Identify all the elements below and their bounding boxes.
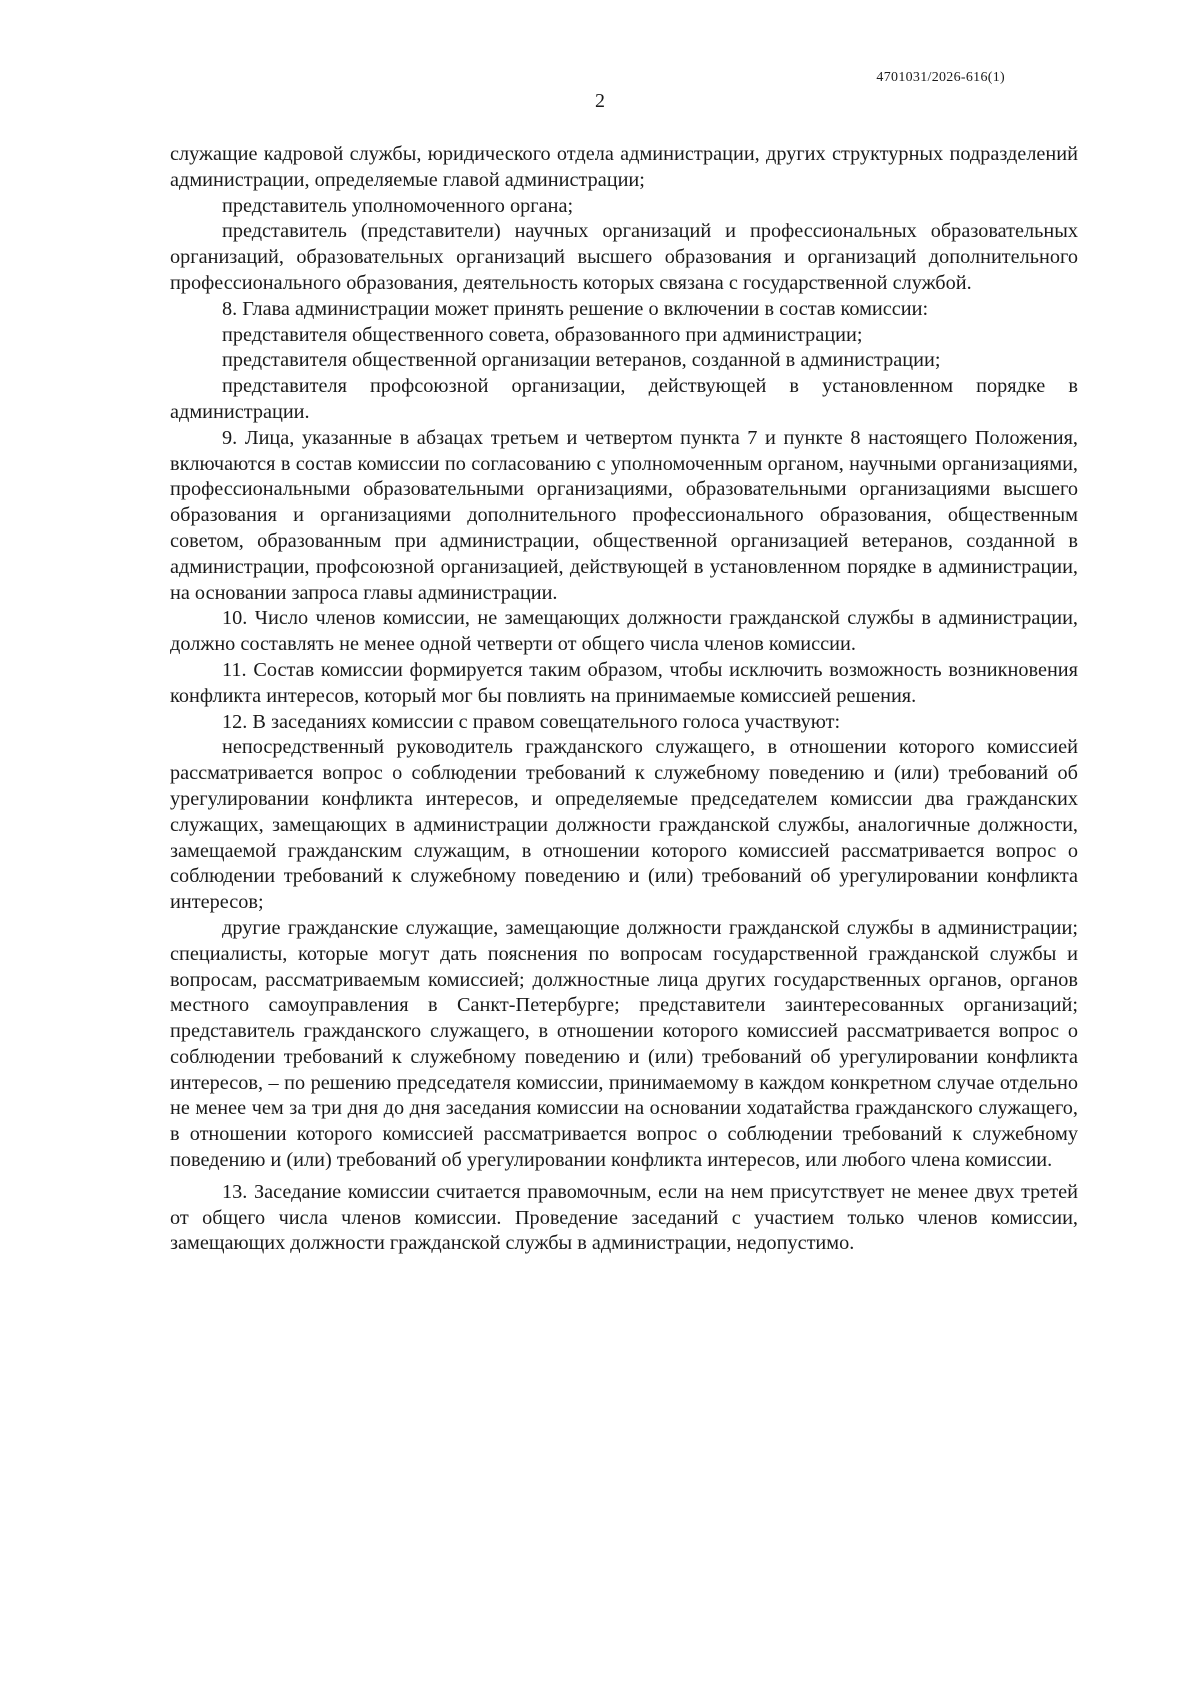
paragraph: представитель уполномоченного органа;: [222, 194, 574, 217]
paragraph: представителя общественного совета, образованного при администрации;: [222, 323, 863, 346]
paragraph: представителя общественной организации ветеранов, созданной в администрации;: [222, 349, 941, 372]
paragraph: 9. Лица, указанные в абзацах третьем и четвертом пункта 7 и пункте 8 настоящего Положения, включаются в состав комиссии по согласованию с уполномоченным органом, научными организациями, профессиональными образовательными организациями, образовательными организациями высшего образования и организациями дополнительного профессионального образования, общественным советом, образованным при администрации, общественной организацией ветеранов, созданной в администрации, профсоюзной организацией, действующей в установленном порядке в администрации, на основании запроса главы администрации.: [170, 426, 1078, 604]
paragraph: непосредственный руководитель гражданского служащего, в отношении которого комиссией рассматривается вопрос о соблюдении требований к служебному поведению и (или) требований об урегулировании конфликта интересов, и определяемые председателем комиссии два гражданских служащих, замещающих в администрации должности гражданской службы, аналогичные должности, замещаемой гражданским служащим, в отношении которого комиссией рассматривается вопрос о соблюдении требований к служебному поведению и (или) требований об урегулировании конфликта интересов;: [170, 736, 1078, 914]
document-body: [170, 142, 1078, 1257]
paragraph: 10. Число членов комиссии, не замещающих должности гражданской службы в администрации, должно составлять не менее одной четверти от общего числа членов комиссии.: [170, 607, 1078, 656]
paragraph: представитель (представители) научных организаций и профессиональных образовательных организаций, образовательных организаций высшего образования и организаций дополнительного профессионального образования, деятельность которых связана с государственной службой.: [170, 220, 1078, 294]
paragraph: 13. Заседание комиссии считается правомочным, если на нем присутствует не менее двух третей от общего числа членов комиссии. Проведение заседаний с участием только членов комиссии, замещающих должности гражданской службы в администрации, недопустимо.: [170, 1180, 1078, 1255]
paragraph: 11. Состав комиссии формируется таким образом, чтобы исключить возможность возникновения конфликта интересов, который мог бы повлиять на принимаемые комиссией решения.: [170, 658, 1078, 707]
paragraph: другие гражданские служащие, замещающие должности гражданской службы в администрации; специалисты, которые могут дать пояснения по вопросам государственной гражданской службы и вопросам, рассматриваемым комиссией; должностные лица других государственных органов, органов местного самоуправления в Санкт-Петербурге; представители заинтересованных организаций; представитель гражданского служащего, в отношении которого комиссией рассматривается вопрос о соблюдении требований к служебному поведению и (или) требований об урегулировании конфликта интересов, – по решению председателя комиссии, принимаемому в каждом конкретном случае отдельно не менее чем за три дня до дня заседания комиссии на основании ходатайства гражданского служащего, в отношении которого комиссией рассматривается вопрос о соблюдении требований к служебному поведению и (или) требований об урегулировании конфликта интересов, или любого члена комиссии.: [170, 916, 1078, 1172]
document-id: 4701031/2026-616(1): [876, 70, 1005, 85]
page-number: 2: [595, 90, 605, 112]
paragraph: представителя профсоюзной организации, действующей в установленном порядке в администрации.: [170, 375, 1078, 423]
paragraph: служащие кадровой службы, юридического отдела администрации, других структурных подразделений администрации, определяемые главой администрации;: [170, 143, 1078, 191]
paragraph: 8. Глава администрации может принять решение о включении в состав комиссии:: [222, 297, 929, 320]
paragraph: 12. В заседаниях комиссии с правом совещательного голоса участвуют:: [222, 710, 841, 733]
